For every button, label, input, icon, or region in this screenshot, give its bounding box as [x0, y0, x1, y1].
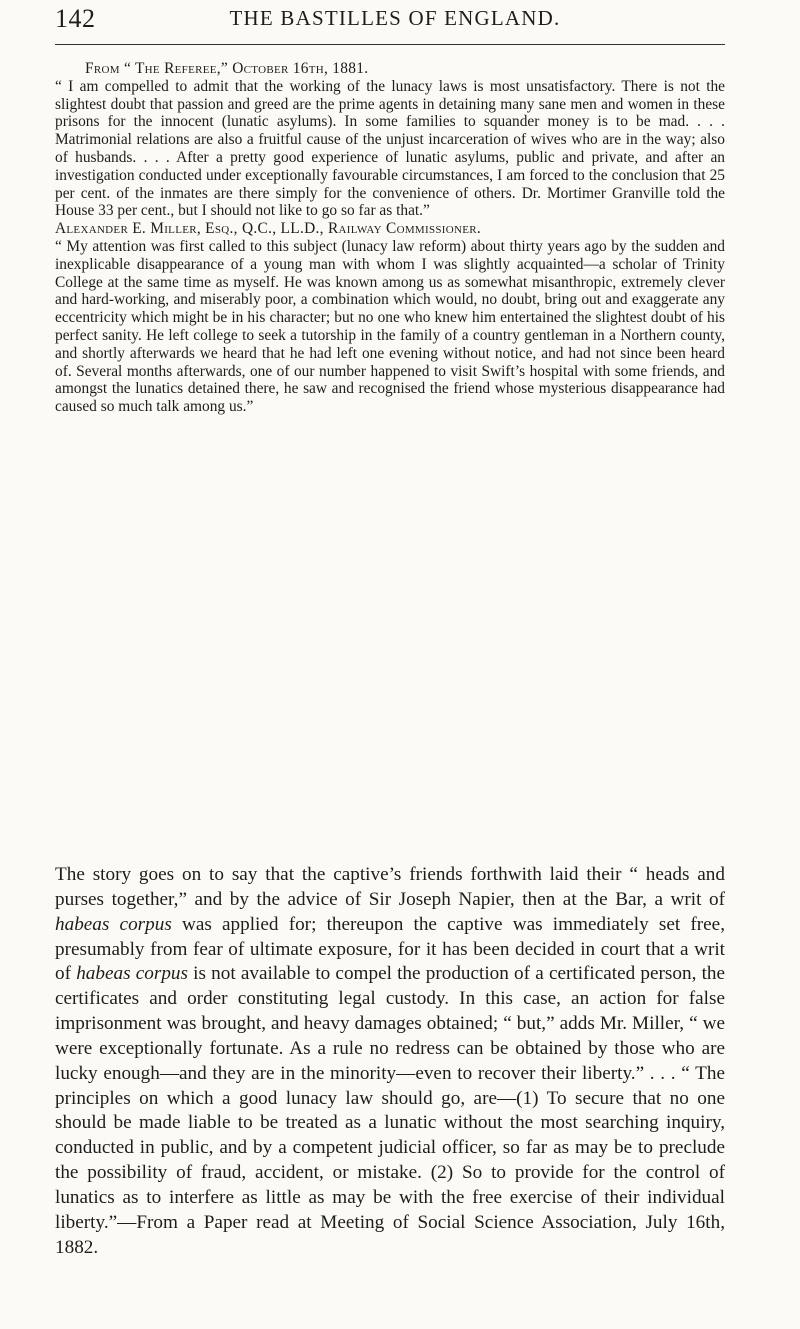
main-text-part-2: was applied for; thereupon the captive was immediately set free, presumably from fear of ultimate exposure, for it has been decided in court that a writ of — [55, 913, 725, 985]
habeas-corpus-term-1: habeas corpus — [55, 913, 172, 935]
page-number: 142 — [55, 4, 96, 33]
main-text-part-1: The story goes on to say that the captive’s friends forthwith laid their “ heads and purses together,” and by the advice of Sir Joseph Napier, then at the Bar, a writ of — [55, 864, 725, 910]
referee-heading: From “ The Referee,” October 16th, 1881. — [85, 60, 369, 77]
habeas-corpus-term-2: habeas corpus — [76, 963, 188, 985]
quoted-extracts — [55, 60, 725, 416]
referee-quote: “ I am compelled to admit that the working of the lunacy laws is most unsatisfactory. There is not the slightest doubt that passion and greed are the prime agents in detaining many sane men and women in these prisons for the innocent (lunatic asylums). In some families to squander money is to be mad. . . . Matrimonial relations are also a fruitful cause of the unjust incarceration of wives who are in the way; also of husbands. . . . After a pretty good experience of lunatic asylums, public and private, and after an investigation conducted under exceptionally favourable circumstances, I am forced to the conclusion that 25 per cent. of the inmates are there simply for the convenience of others. Dr. Mortimer Granville told the House 33 per cent., but I should not like to go so far as that.” — [55, 77, 725, 220]
miller-quote: “ My attention was first called to this subject (lunacy law reform) about thirty years ago by the sudden and inexplicable disappearance of a young man with whom I was slightly acquainted—a scholar of Trinity College at the same time as myself. He was known among us as somewhat misanthropic, extremely clever and hard-working, and miserably poor, a combination which would, no doubt, bring out and exaggerate any eccentricity which might be in his character; but no one who knew him entertained the slightest doubt of his perfect sanity. He left college to seek a tutorship in the family of a country gentleman in a Northern county, and shortly afterwards we heard that he had left one evening without notice, and had not since been heard of. Several months afterwards, one of our number happened to visit Swift’s hospital with some friends, and amongst the lunatics detained there, he saw and recognised the friend whose mysterious disappearance had caused so much talk among us.” — [55, 237, 725, 416]
header-rule — [55, 44, 725, 45]
miller-heading: Alexander E. Miller, Esq., Q.C., LL.D., Railway Commissioner. — [55, 220, 482, 238]
main-text-part-3: is not available to compel the production of a certificated person, the certificates and order constituting legal custody. In this case, an action for false imprisonment was brought, and heavy damages obtained; “ but,” adds Mr. Miller, “ we were exceptionally fortunate. As a rule no redress can be obtained by those who are lucky enough—and they are in the minority—even to recover their liberty.” . . . “ The principles on which a good lunacy law should go, are—(1) To secure that no one should be made liable to be treated as a lunatic without the most searching inquiry, conducted in public, and by a competent judicial officer, so far as may be to preclude the possibility of fraud, accident, or mistake. (2) So to provide for the control of lunatics as to interfere as little as may be with the free exercise of their individual liberty.”—From a Paper read at Meeting of Social Science Association, July 16th, 1882. — [55, 963, 726, 1258]
main-paragraph — [55, 863, 725, 1261]
running-title: THE BASTILLES OF ENGLAND. — [229, 6, 561, 30]
page-header — [55, 4, 735, 44]
main-text — [55, 863, 725, 1261]
